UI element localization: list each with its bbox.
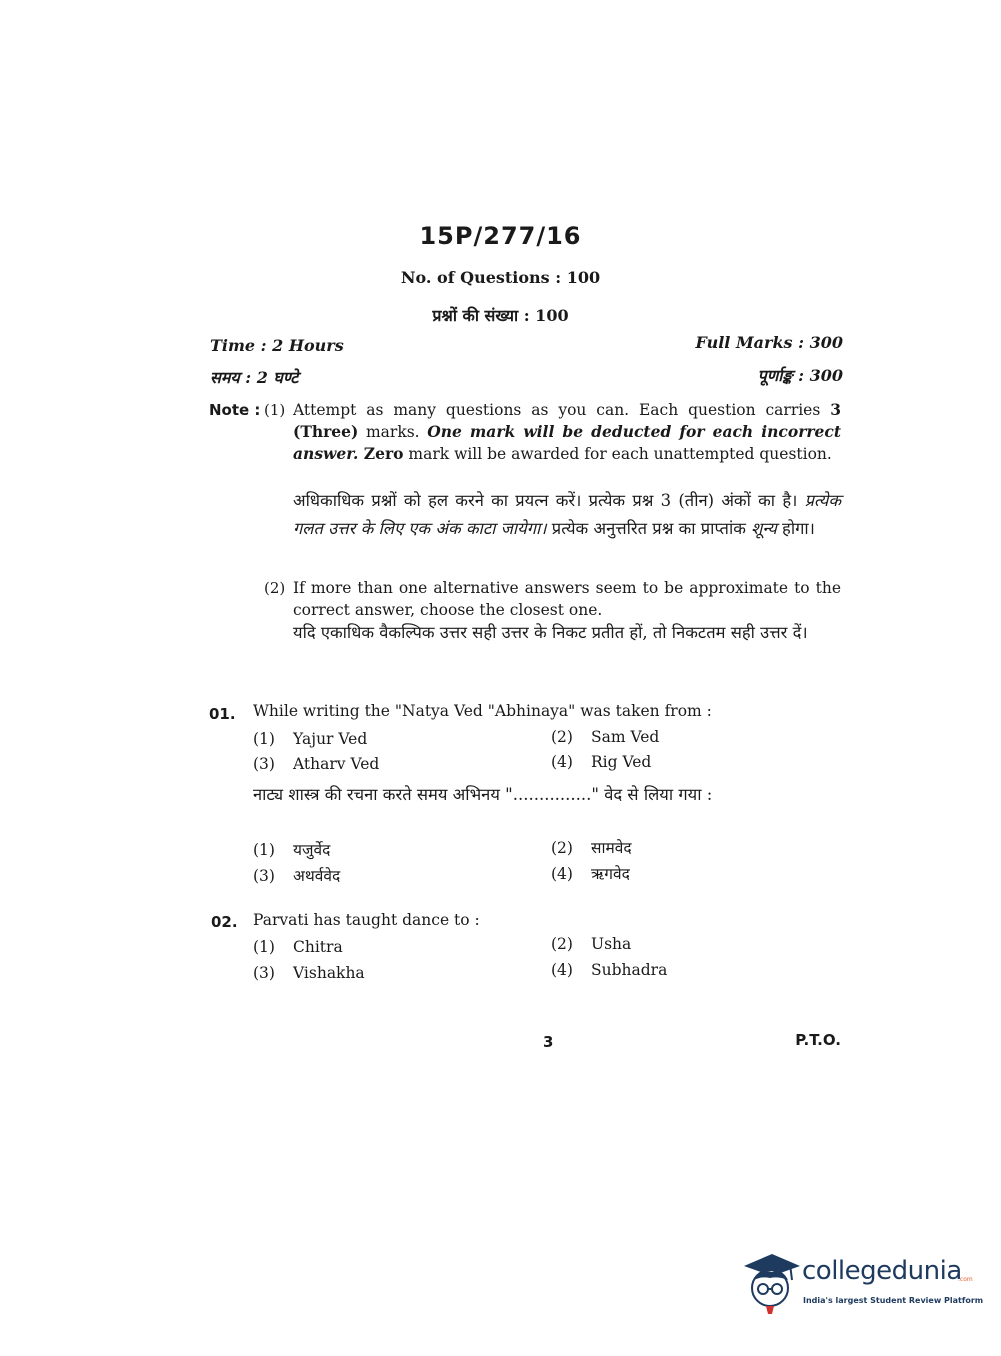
question-text-en: Parvati has taught dance to :	[253, 911, 480, 929]
time-hi: समय : 2 घण्टे	[210, 368, 299, 387]
watermark-tagline: India's largest Student Review Platform	[803, 1296, 984, 1305]
option: (4) Rig Ved	[551, 753, 652, 771]
question-text-hi: नाट्य शास्त्र की रचना करते समय अभिनय "..............." वेद से लिया गया :	[253, 785, 713, 804]
page-number: 3	[543, 1033, 554, 1051]
note-item2-hi: यदि एकाधिक वैकल्पिक उत्तर सही उत्तर के निकट प्रतीत हों, तो निकटतम सही उत्तर दें।	[293, 623, 808, 642]
option: (4) Subhadra	[551, 961, 668, 979]
watermark-brand: collegedunia	[802, 1256, 962, 1286]
note-item1-hi: अधिकाधिक प्रश्नों को हल करने का प्रयत्न करें। प्रत्येक प्रश्न 3 (तीन) अंकों का है। प्रत्येक गलत उत्तर के लिए एक अंक काटा जायेगा। प्रत्येक अनुत्तरित प्रश्न का प्राप्तांक शून्य होगा।	[293, 491, 841, 538]
num-questions-hi: प्रश्नों की संख्या : 100	[432, 306, 569, 325]
option: (1) Chitra	[253, 938, 343, 956]
num-questions-en: No. of Questions : 100	[400, 268, 601, 287]
paper-code: 15P/277/16	[419, 222, 582, 250]
note-item1-number: (1)	[264, 401, 286, 419]
note-item1-en: Attempt as many questions as you can. Each question carries 3 (Three) marks. One mark will be deducted for each incorrect answer. Zero mark will be awarded for each unattempted question.	[293, 400, 841, 463]
note-label: Note :	[209, 401, 261, 419]
time-en: Time : 2 Hours	[210, 336, 344, 355]
option: (3) अथर्ववेद	[253, 867, 341, 885]
option: (1) Yajur Ved	[253, 730, 368, 748]
marks-en: Full Marks : 300	[695, 333, 843, 352]
watermark-domain-suffix: .com	[958, 1276, 973, 1283]
option: (4) ऋगवेद	[551, 865, 630, 883]
note-item2-en: If more than one alternative answers seem to be approximate to the correct answer, choose the closest one.	[293, 579, 841, 619]
question-text-en: While writing the "Natya Ved "Abhinaya" was taken from :	[253, 702, 712, 720]
option: (2) Usha	[551, 935, 632, 953]
question-number: 02.	[211, 913, 238, 931]
option: (2) सामवेद	[551, 839, 632, 857]
option: (3) Vishakha	[253, 964, 365, 982]
option: (1) यजुर्वेद	[253, 841, 331, 859]
note-item2-number: (2)	[264, 579, 286, 597]
question-number: 01.	[209, 705, 236, 723]
option: (3) Atharv Ved	[253, 755, 380, 773]
pto-label: P.T.O.	[795, 1031, 841, 1049]
option: (2) Sam Ved	[551, 728, 660, 746]
marks-hi: पूर्णाङ्क : 300	[757, 366, 843, 385]
